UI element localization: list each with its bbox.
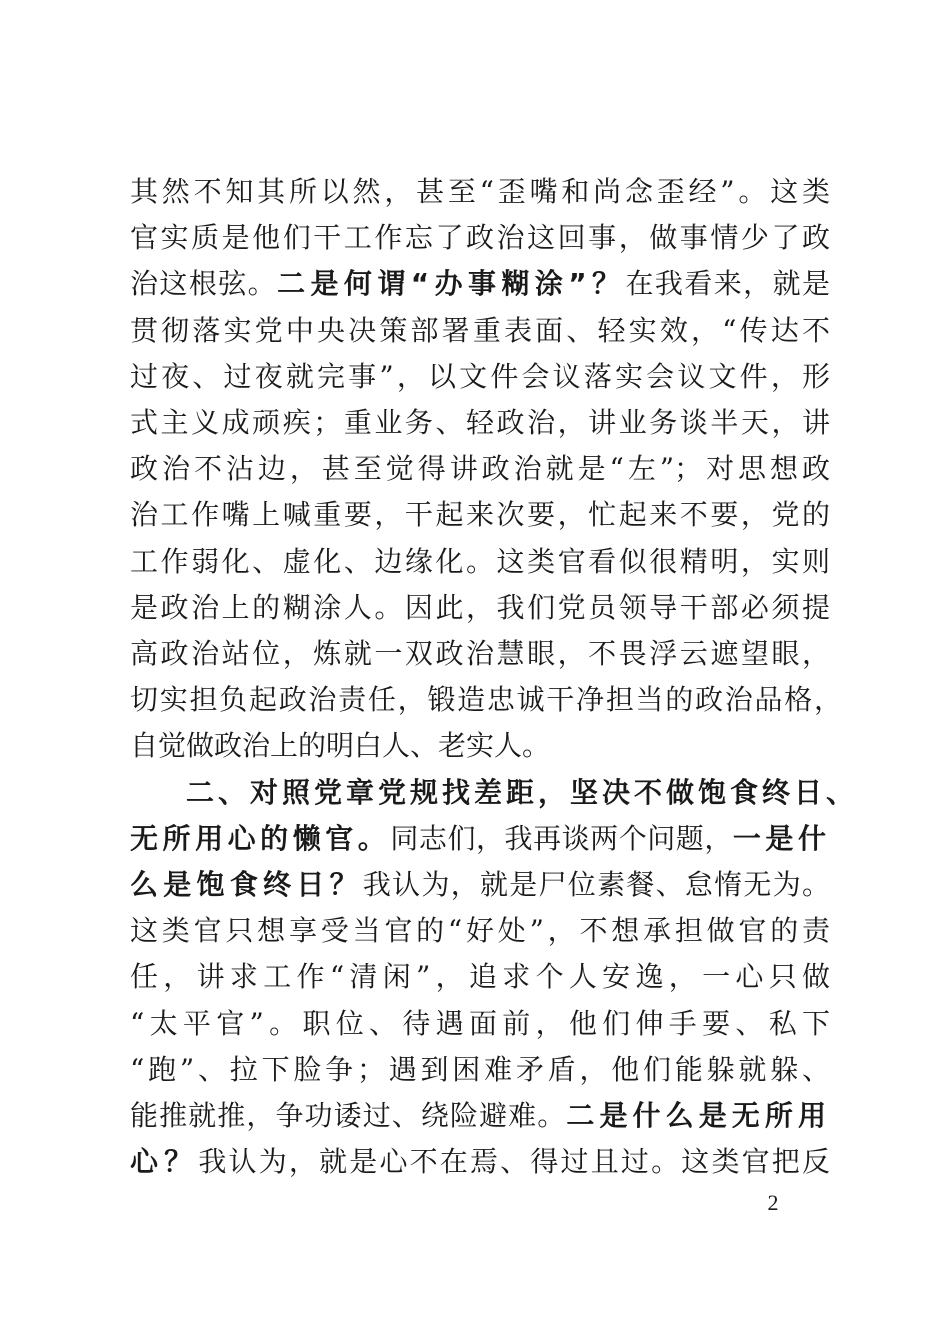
text-line — [130, 449, 830, 489]
text-segment: 自觉做政治上的明白人、老实人。 — [130, 729, 551, 763]
bold-text-segment: 二、对照党章党规找差距，坚决不做饱食终日、 — [186, 775, 859, 809]
text-segment: 在我看来，就是 — [625, 267, 830, 301]
text-segment: 同志们，我再谈两个问题， — [390, 821, 733, 855]
text-line — [130, 218, 830, 258]
text-segment: “太平官”。职位、待遇面前，他们伸手要、私下 — [130, 1006, 830, 1040]
text-segment: 我认为，就是心不在焉、得过且过。这类官把反 — [198, 1145, 830, 1179]
text-line — [130, 819, 830, 859]
text-line — [130, 865, 830, 905]
text-line — [130, 172, 830, 212]
text-segment: 任，讲求工作“清闲”，追求个人安逸，一心只做 — [130, 960, 830, 994]
text-line — [130, 726, 830, 766]
bold-text-segment: 一是什 — [732, 821, 830, 855]
text-line — [130, 957, 830, 997]
text-segment: 这类官只想享受当官的“好处”，不想承担做官的责 — [130, 914, 830, 948]
page-number: 2 — [767, 1190, 779, 1215]
text-line — [130, 680, 842, 720]
bold-text-segment: 么是饱食终日？ — [130, 868, 363, 901]
text-segment: 治工作嘴上喊重要，干起来次要，忙起来不要，党的 — [130, 498, 830, 532]
text-line — [130, 911, 830, 951]
bold-text-segment: 无所用心的懒官。 — [130, 821, 391, 855]
text-line — [130, 634, 830, 674]
text-segment: 治这根弦。 — [130, 267, 278, 301]
text-line — [130, 1096, 830, 1136]
text-segment: 高政治站位，炼就一双政治慧眼，不畏浮云遮望眼， — [130, 637, 830, 670]
text-line — [130, 1004, 830, 1044]
text-line — [130, 1142, 830, 1182]
bold-text-segment: 心？ — [130, 1145, 199, 1179]
bold-text-segment: 二是何谓“办事糊涂”？ — [277, 267, 626, 301]
text-line — [130, 588, 830, 628]
text-line — [130, 495, 830, 535]
text-segment: 切实担负起政治责任，锻造忠诚干净担当的政治品格， — [130, 683, 842, 717]
text-segment: 贯彻落实党中央决策部署重表面、轻实效，“传达不 — [130, 313, 830, 347]
text-line — [130, 403, 830, 443]
text-segment: 式主义成顽疾；重业务、轻政治，讲业务谈半天，讲 — [130, 406, 830, 439]
text-segment: 过夜、过夜就完事”，以文件会议落实会议文件，形 — [130, 359, 830, 393]
text-segment: 官实质是他们干工作忘了政治这回事，做事情少了政 — [130, 221, 830, 255]
text-line — [130, 311, 830, 351]
bold-text-segment: 二是什么是无所用 — [566, 1099, 830, 1132]
text-line — [130, 357, 830, 397]
text-line — [130, 264, 830, 304]
text-segment: 政治不沾边，甚至觉得讲政治就是“左”；对思想政 — [130, 452, 830, 486]
text-line — [130, 1050, 830, 1090]
text-segment: 工作弱化、虚化、边缘化。这类官看似很精明，实则 — [130, 544, 830, 578]
text-segment: 其然不知其所以然，甚至“歪嘴和尚念歪经”。这类 — [130, 175, 830, 208]
text-segment: 我认为，就是尸位素餐、怠惰无为。 — [362, 868, 830, 901]
text-line — [130, 542, 830, 582]
text-segment: “跑”、拉下脸争；遇到困难矛盾，他们能躲就躲、 — [130, 1052, 830, 1086]
text-segment: 能推就推，争功诿过、绕险避难。 — [130, 1099, 567, 1132]
text-segment: 是政治上的糊涂人。因此，我们党员领导干部必须提 — [130, 590, 830, 624]
text-line — [186, 773, 859, 813]
